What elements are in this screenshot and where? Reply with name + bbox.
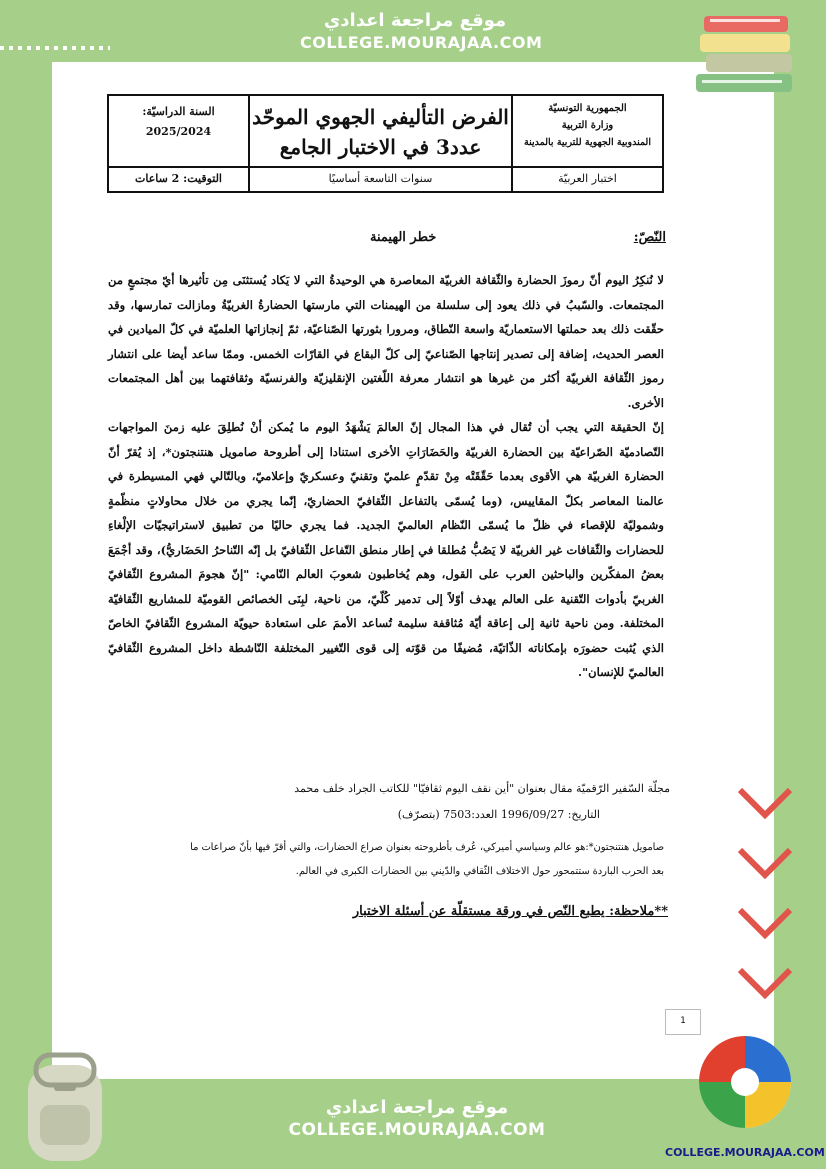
source-line: مجلّة السّفير الرّقميّة مقال بعنوان "أين نقف اليوم ثقافيّا" للكاتب الجراد خلف محمد [294,782,670,795]
site-banner-bottom[interactable] [262,1079,572,1169]
ministry-cell [511,96,662,166]
backpack-icon [10,1045,120,1165]
duration-label: التوقيت: 2 ساعات [134,172,222,185]
exam-title-cell [248,96,511,166]
site-banner-top[interactable] [300,0,543,62]
subject-label: اختبار العربيّة [511,166,662,191]
corner-site-domain[interactable]: COLLEGE.MOURAJAA.COM [665,1146,825,1159]
passage-paragraph: لا نُنكِرُ اليوم أنّ رموزَ الحضارة والثّقافة الغربيّة المعاصرة هي الوحيدةُ التي لا يَكاد يُستثنَى مِن تأثيرها أيّ مجتمعٍ من المجتمعات. والسّببُ في ذلك يعود إلى سلسلة من الهيمنات التي مارستها الحضارةُ الغربيّةُ ومازالت تمارسها، وقد حقّقت ذلك بعد حملتها الاستعماريّة واسعة النّطاق، ومرورا بثورتها الصّناعيّة، ثمّ إنجازاتها العلميّة في كلّ الميادين في العصر الحديث، إضافة إلى تصدير إنتاجها الصّناعيّ إلى كلّ البقاع في القارّات الخمس. وممّا ساعد أيضا على انتشار رموز الثّقافة الغربيّة أكثر من غيرها هو انتشار معرفة اللّغتين الإنقليزيّة والفرنسيّة وثقافتهما بين أهل المجتمعات الأخرى. [108,273,664,410]
source-citation [160,776,670,828]
site-name: موقع مراجعة اعدادي [323,10,507,31]
passage-paragraph: إنّ الحقيقة التي يجب أن تُقال في هذا المجال إنّ العالمَ يَشْهَدُ اليوم ما يُمكن أنْ نُطلِقَ عليه زمنَ المواجهات التّصادميّة الصّراعيّة بين الحضارة الغربيّة والحَضَارَاتِ الأخرى استنادا إلى أطروحة صامويل هنتنجتون*، إذ يُقرّ أنّ الحضارة الغربيّة هي الأقوى بعدما حَقّقَتْه مِنْ تقدّمٍ علميّ وتقنيّ وعسكريّ وإعلاميّ، وبالتّالي فهي المسيطرة في عالمنا المعاصر بكلّ المقاييس، (وما يُسمّى بالتفاعل الثّقافيّ الحضاريّ، إنّما يجري من خلال محاولاتٍ منظّمةٍ وشموليّة للإقصاء في ظلّ ما يُسمّى النّظام العالميّ الجديد. فما يجري حاليًا من تطبيق لاستراتيجيّات الإلْغاءِ للحضارات والثّقافات غير الغربيّة لا يَصُبُّ مُطلقا في إطار منطق التّفاعل الثّقافيّ بل إنّه التّناحرُ الحَضَاريُّ)، وقد أجْمَعَ بعضُ المفكّرين والباحثين العرب على القول، وهم يُخاطبون شعوبَ العالم النّامي: "إنّ هجومَ المشروع الثّقافيّ الغربيّ بأدوات التّقنية على العالم يهدف أوّلاً إلى تدمير كُلّيّ، من ناحية، لبِنَى الخصائص القوميّة للمشاريع الثّقافيّة المختلفة. ومن ناحية ثانية إلى إعاقة أيّة مُثاقفة سليمة تُساعد الأممَ على استعادة حيويّة المشروع الثّقافيّ الخاصّ الذي يُثبت حضورَه بإمكاناته الذّاتيّة، مُضيفًا من قوّته إلى قوى التّغيير المختلفة النّاشطة داخل المشروع الثّقافيّ العالميّ للإنسان". [108,420,664,679]
exam-title: الفرض التأليفي الجهوي الموحّد [252,105,509,129]
year-value: 2025/2024 [145,125,212,138]
books-icon [692,8,802,98]
exam-header-table [107,94,664,193]
dotted-decoration [0,46,110,50]
header-row-top [109,96,662,168]
footnote-line: صامويل هنتنجتون*:هو عالم وسياسي أميركي، عُرف بأطروحته بعنوان صراع الحضارات، والتي أقرّ فيها بأنّ صراعات ما [190,842,664,853]
site-name: موقع مراجعة اعدادي [325,1097,509,1118]
text-title: خطر الهيمنة [370,230,437,245]
site-domain: COLLEGE.MOURAJAA.COM [300,33,543,52]
education-wheel-icon [697,1022,793,1142]
passage [108,268,664,685]
left-frame [0,0,52,1169]
year-cell [109,96,248,166]
text-label: النّصّ: [633,230,666,245]
republic-label: الجمهورية التونسيّة [548,103,627,114]
page-number: 1 [665,1009,701,1035]
header-row-bottom [109,166,662,191]
footnote-line: بعد الحرب الباردة ستتمحور حول الاختلاف الثّقافي والدّيني بين الحضارات الكبرى في العالم. [295,866,664,877]
delegation-label: المندوبية الجهوية للتربية بالمدينة [524,137,651,148]
exam-subtitle: عدد3 في الاختبار الجامع [279,135,482,159]
footnote [108,836,664,884]
site-domain: COLLEGE.MOURAJAA.COM [288,1120,546,1140]
level-label: سنوات التاسعة أساسيًا [248,166,511,191]
year-label: السنة الدراسيّة: [142,105,215,118]
source-date: التاريخ: 1996/09/27 العدد:7503 (بتصرّف) [397,808,600,821]
print-remark: **ملاحظة: يطبع النّص في ورقة مستقلّة عن أسئلة الاختبار [352,904,668,919]
ministry-label: وزارة التربية [561,120,614,131]
chevron-decoration-icon [735,780,795,1040]
